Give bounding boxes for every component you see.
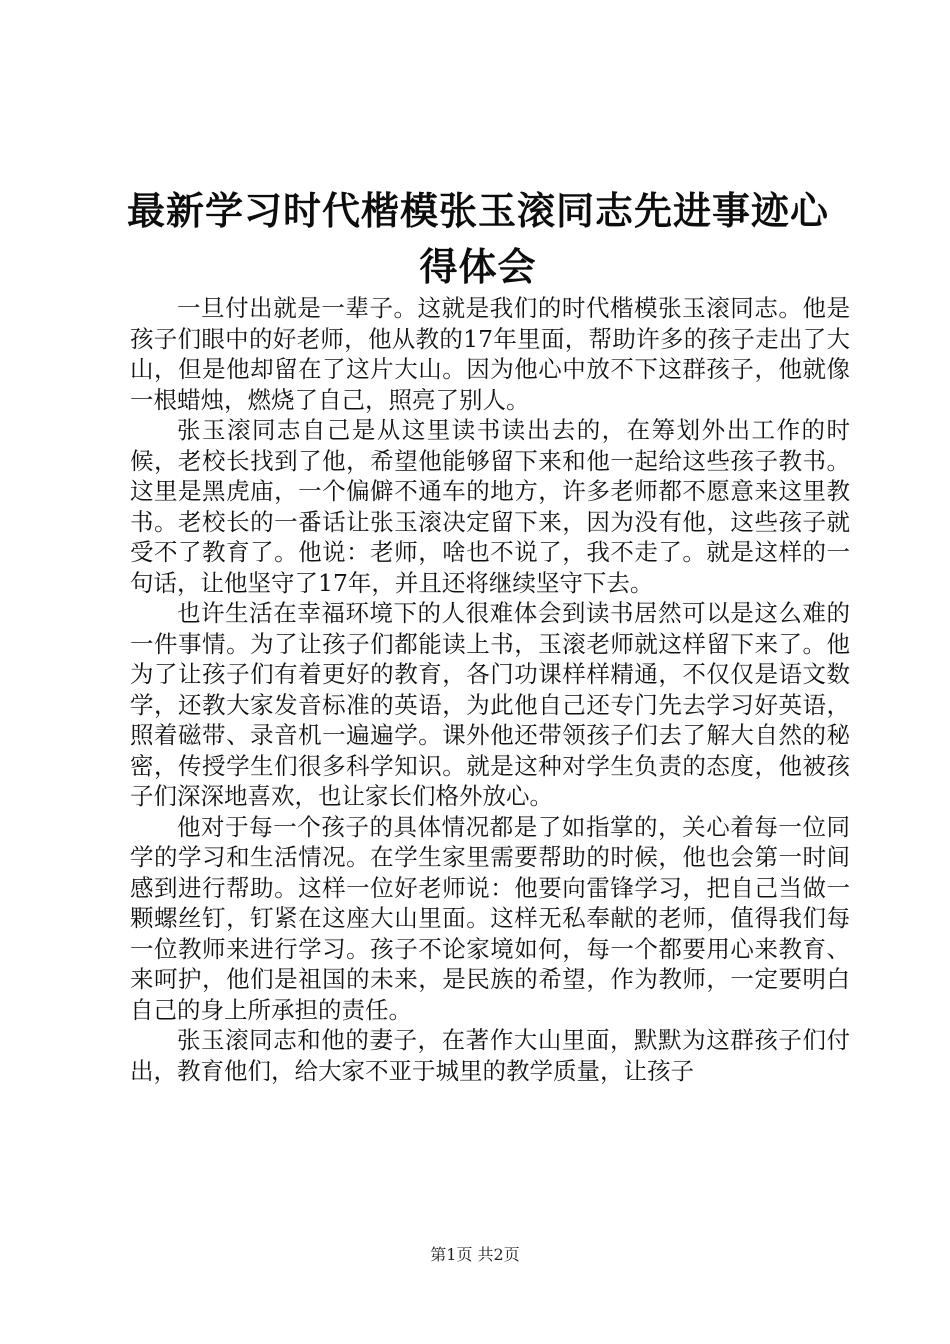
paragraph: 一旦付出就是一辈子。这就是我们的时代楷模张玉滚同志。他是孩子们眼中的好老师，他从教的17年里面，帮助许多的孩子走出了大山，但是他却留在了这片大山。因为他心中放不下这群孩子，他就像一根蜡烛，燃烧了自己，照亮了别人。: [130, 294, 850, 414]
page-number-footer: 第1页 共2页: [430, 1245, 520, 1264]
paragraph: 张玉滚同志和他的妻子，在著作大山里面，默默为这群孩子们付出，教育他们，给大家不亚于城里的教学质量，让孩子: [130, 1026, 850, 1085]
document-title: 最新学习时代楷模张玉滚同志先进事迹心得体会: [126, 189, 829, 289]
paragraph: 张玉滚同志自己是从这里读书读出去的，在筹划外出工作的时候，老校长找到了他，希望他能够留下来和他一起给这些孩子教书。这里是黑虎庙，一个偏僻不通车的地方，许多老师都不愿意来这里教书。老校长的一番话让张玉滚决定留下来，因为没有他，这些孩子就受不了教育了。他说：老师，啥也不说了，我不走了。就是这样的一句话，让他坚守了17年，并且还将继续坚守下去。: [130, 416, 850, 597]
paragraph: 他对于每一个孩子的具体情况都是了如指掌的，关心着每一位同学的学习和生活情况。在学生家里需要帮助的时候，他也会第一时间感到进行帮助。这样一位好老师说：他要向雷锋学习，把自己当做一颗螺丝钉，钉紧在这座大山里面。这样无私奉献的老师，值得我们每一位教师来进行学习。孩子不论家境如何，每一个都要用心来教育、来呵护，他们是祖国的未来，是民族的希望，作为教师，一定要明白自己的身上所承担的责任。: [130, 812, 850, 1024]
document-body: [130, 293, 850, 1086]
paragraph: 也许生活在幸福环境下的人很难体会到读书居然可以是这么难的一件事情。为了让孩子们都能读上书，玉滚老师就这样留下来了。他为了让孩子们有着更好的教育，各门功课样样精通，不仅仅是语文数学，还教大家发音标准的英语，为此他自己还专门先去学习好英语，照着磁带、录音机一遍遍学。课外他还带领孩子们去了解大自然的秘密，传授学生们很多科学知识。就是这种对学生负责的态度，他被孩子们深深地喜欢，也让家长们格外放心。: [130, 599, 850, 810]
